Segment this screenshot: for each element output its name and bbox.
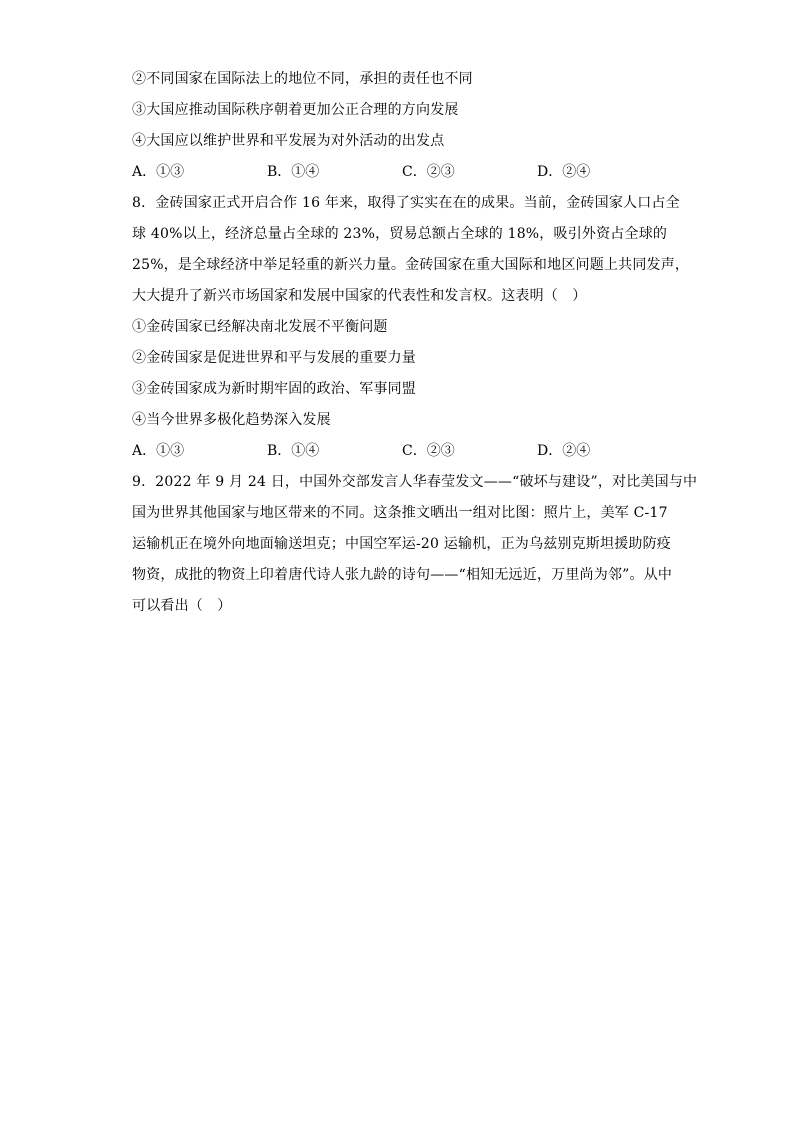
q8-statement-2: ②金砖国家是促进世界和平与发展的重要力量 — [132, 350, 416, 366]
q8-statement-4: ④当今世界多极化趋势深入发展 — [132, 412, 331, 428]
q9-stem-line-1: 9．2022 年 9 月 24 日，中国外交部发言人华春莹发文——“破坏与建设”，对比美国与中 — [132, 474, 698, 490]
question-content — [132, 64, 698, 622]
q9-stem-line-2: 国为世界其他国家与地区带来的不同。这条推文晒出一组对比图：照片上，美军 C-17 — [132, 505, 668, 521]
q8-stem-line-4: 大大提升了新兴市场国家和发展中国家的代表性和发言权。这表明（ ） — [132, 288, 587, 304]
q8-statement-3: ③金砖国家成为新时期牢固的政治、军事同盟 — [132, 381, 416, 397]
q7-statement-3: ③大国应推动国际秩序朝着更加公正合理的方向发展 — [132, 102, 459, 118]
q8-option-d: D．②④ — [537, 443, 591, 459]
q8-options — [132, 436, 672, 467]
q9-stem-line-3: 运输机正在境外向地面输送坦克；中国空军运-20 运输机，正为乌兹别克斯坦援助防疫 — [132, 536, 671, 552]
q8-stem-line-3: 25%，是全球经济中举足轻重的新兴力量。金砖国家在重大国际和地区问题上共同发声， — [132, 257, 690, 273]
q8-stem-line-2: 球 40%以上，经济总量占全球的 23%，贸易总额占全球的 18%，吸引外资占全球的 — [132, 226, 668, 242]
q7-option-a: A．①③ — [132, 164, 185, 180]
q9-stem-line-4: 物资，成批的物资上印着唐代诗人张九龄的诗句——“相知无远近，万里尚为邻”。从中 — [132, 567, 673, 583]
q7-options — [132, 157, 672, 188]
q8-option-a: A．①③ — [132, 443, 185, 459]
q7-statement-4: ④大国应以维护世界和平发展为对外活动的出发点 — [132, 133, 445, 149]
q9-stem-line-5: 可以看出（ ） — [132, 598, 232, 614]
q7-option-c: C．②③ — [402, 164, 455, 180]
q7-option-b: B．①④ — [267, 164, 320, 180]
q8-option-c: C．②③ — [402, 443, 455, 459]
q8-statement-1: ①金砖国家已经解决南北发展不平衡问题 — [132, 319, 388, 335]
q7-option-d: D．②④ — [537, 164, 591, 180]
q8-stem-line-1: 8．金砖国家正式开启合作 16 年来，取得了实实在在的成果。当前，金砖国家人口占全 — [132, 195, 680, 211]
q7-statement-2: ②不同国家在国际法上的地位不同，承担的责任也不同 — [132, 71, 473, 87]
q8-option-b: B．①④ — [267, 443, 320, 459]
